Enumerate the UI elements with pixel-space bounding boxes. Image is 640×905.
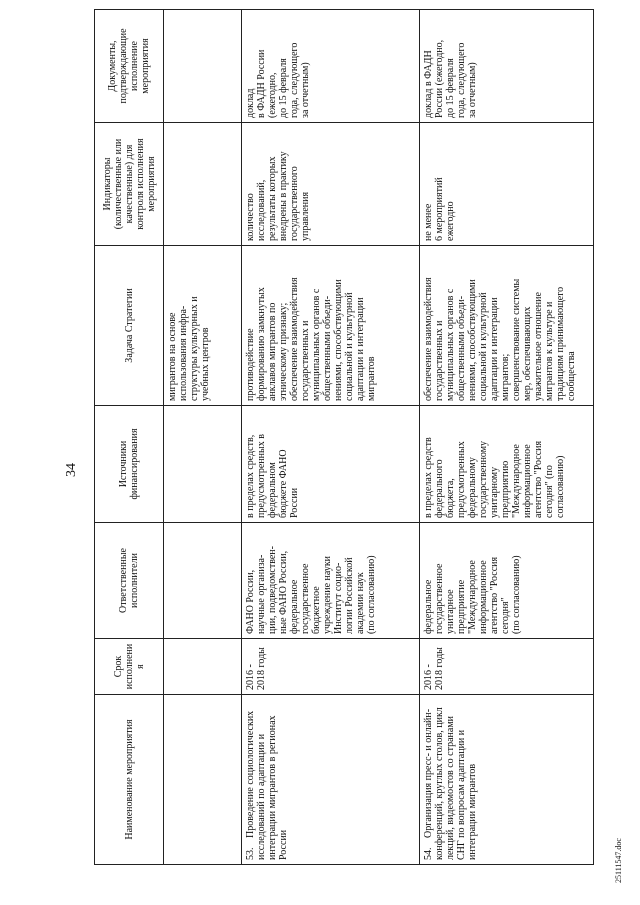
page-number: 34: [64, 463, 79, 477]
header-documents: Документы, подтверждающие исполнение мероприятия: [95, 10, 164, 123]
row-name-cell: [242, 695, 420, 865]
table-row: [242, 10, 420, 865]
cont-executors: [164, 523, 242, 639]
cont-indicators: [164, 123, 242, 246]
header-executors: Ответственные исполнители: [95, 523, 164, 639]
header-task: Задача Стратегии: [95, 246, 164, 406]
header-indicators: Индикаторы (количественные или качественные) для контроля исполнения мероприятия: [95, 123, 164, 246]
continuation-row: [164, 10, 242, 865]
row-name-cell: [420, 695, 594, 865]
header-name: Наименование мероприятия: [95, 695, 164, 865]
row-number: 54.: [423, 847, 434, 860]
row-indicators: количество исследований, результаты которых внедрены в практику государственного управления: [242, 123, 420, 246]
table-row: [420, 10, 594, 865]
row-number: 53.: [245, 847, 256, 860]
row-executors: федеральное государственное унитарное предприятие "Международное информационное агентство "Россия сегодня" (по согласованию): [420, 523, 594, 639]
row-indicators: не менее 6 мероприятий ежегодно: [420, 123, 594, 246]
row-name: Организация пресс- и онлайн-конференций, круглых столов, цикл лекций, видеомостов со странами СНГ по вопросам адаптации и интеграции мигрантов: [423, 707, 478, 860]
header-financing: Источники финансирования: [95, 406, 164, 523]
table-header-row: [95, 10, 164, 865]
footer-filename: 25111547.doc: [614, 838, 623, 883]
row-executors: ФАНО России, научные организа- ции, подведомствен- ные ФАНО России, федеральное государственное бюджетное учреждение науки Институт социо- логии Российской академии наук (по согласованию): [242, 523, 420, 639]
cont-documents: [164, 10, 242, 123]
cont-term: [164, 639, 242, 695]
header-term: Срок исполнения: [95, 639, 164, 695]
row-term: 2016 - 2018 годы: [420, 639, 594, 695]
row-documents: доклад в ФАДН России (ежегодно, до 15 февраля года, следующего за отчетным): [242, 10, 420, 123]
row-task: противодействие формированию замкнутых анклавов мигрантов по этническому признаку; обеспечение взаимодействия государственных и муниципальных органов с общественными объеди- нениями, способствующими социальной и культурной адаптации и интеграции мигрантов: [242, 246, 420, 406]
row-financing: в пределах средств, предусмотренных в федеральном бюджете ФАНО России: [242, 406, 420, 523]
row-task: обеспечение взаимодействия государственных и муниципальных органов с общественными объеди- нениями, способствующими социальной и культурной адаптации и интеграции мигрантов; совершенствование системы мер, обеспечивающих уважительное отношение мигрантов к культуре и традициям принимающего сообщества: [420, 246, 594, 406]
cont-task: мигрантов на основе использования инфра- структуры культурных и учебных центров: [164, 246, 242, 406]
row-documents: доклад в ФАДН России (ежегодно, до 15 февраля года, следующего за отчетным): [420, 10, 594, 123]
measures-table: [94, 9, 594, 865]
cont-financing: [164, 406, 242, 523]
cont-name: [164, 695, 242, 865]
row-term: 2016 - 2018 годы: [242, 639, 420, 695]
row-name: Проведение социологических исследований по адаптации и интеграции мигрантов в регионах России: [245, 710, 289, 860]
row-financing: в пределах средств федерального бюджета, предусмотренных федеральному государственному унитарному предприятию "Международное информационное агентство "Россия сегодня" (по согласованию): [420, 406, 594, 523]
